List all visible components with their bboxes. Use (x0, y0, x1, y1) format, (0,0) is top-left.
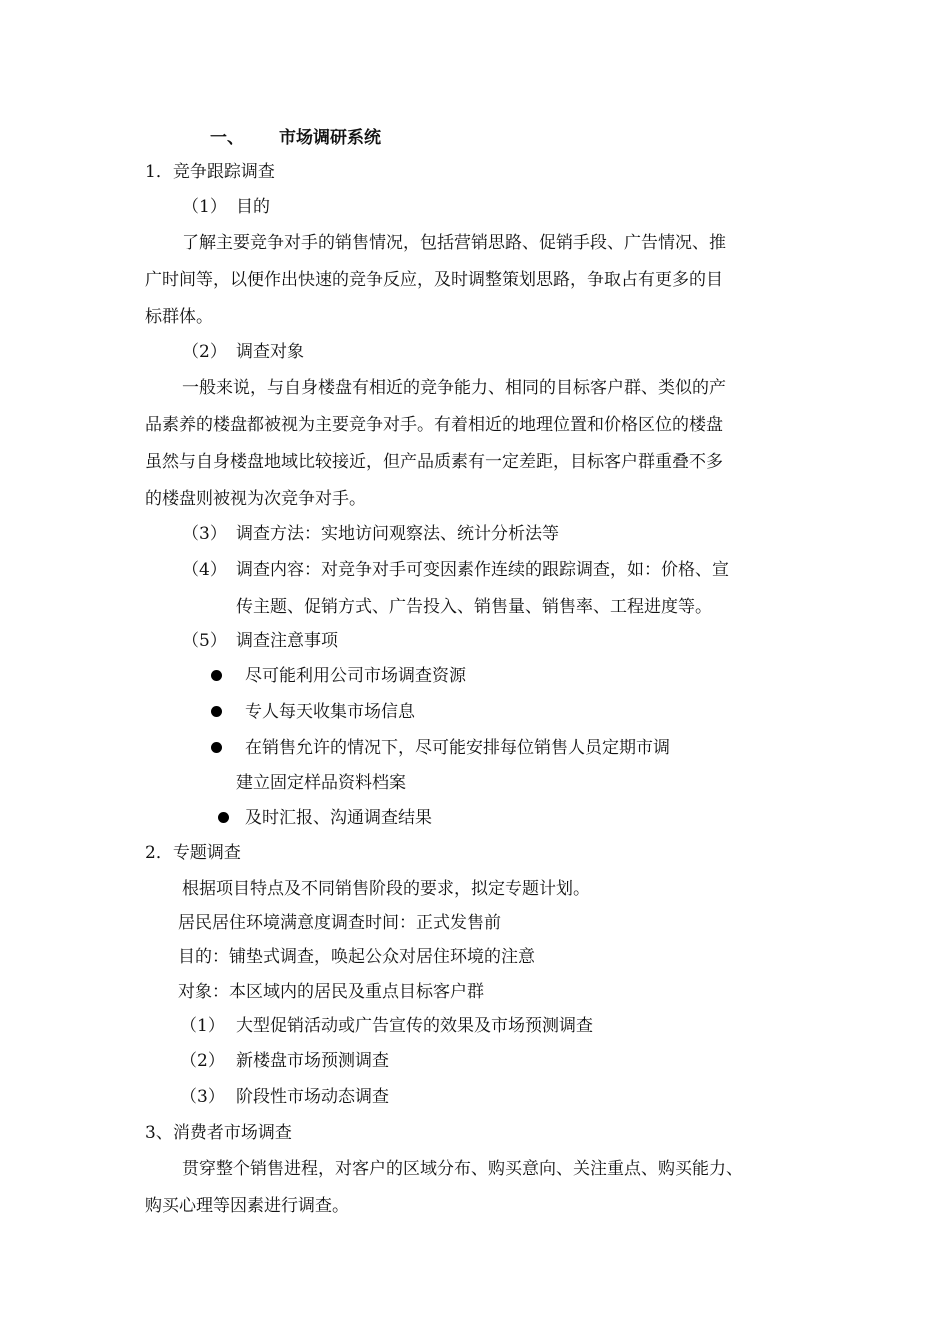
part2-text-line: 居民居住环境满意度调查时间：正式发售前 (178, 913, 501, 933)
part3-text-line: 贯穿整个销售进程，对客户的区域分布、购买意向、关注重点、购买能力、 (182, 1159, 743, 1179)
part2-item-text: 阶段性市场动态调查 (236, 1087, 389, 1107)
bullet-item: 在销售允许的情况下，尽可能安排每位销售人员定期市调 (245, 738, 670, 758)
item2-title: 调查对象 (236, 342, 304, 362)
item2-text-line: 品素养的楼盘都被视为主要竞争对手。有着相近的地理位置和价格区位的楼盘 (145, 415, 723, 435)
bullet-item: 专人每天收集市场信息 (245, 702, 415, 722)
part3-text-line: 购买心理等因素进行调查。 (145, 1196, 349, 1216)
section-number: 一、 (210, 128, 244, 148)
item4-text-line: 传主题、促销方式、广告投入、销售量、销售率、工程进度等。 (236, 597, 712, 617)
item1-text-line: 广时间等，以便作出快速的竞争反应，及时调整策划思路，争取占有更多的目 (145, 270, 723, 290)
section-title: 市场调研系统 (279, 128, 381, 148)
item1-text-line: 标群体。 (145, 307, 213, 327)
part3-heading: 3、消费者市场调查 (145, 1123, 292, 1143)
item1-label: （1） (182, 197, 227, 217)
item1-title: 目的 (236, 197, 270, 217)
item3-label: （3） (182, 524, 227, 544)
item2-text-line: 一般来说，与自身楼盘有相近的竞争能力、相同的目标客户群、类似的产 (182, 378, 726, 398)
part2-item-label: （1） (180, 1016, 225, 1036)
part2-item-label: （3） (180, 1087, 225, 1107)
item5-title: 调查注意事项 (236, 631, 338, 651)
bullet-dot (211, 706, 222, 717)
part2-text-line: 目的：铺垫式调查，唤起公众对居住环境的注意 (178, 947, 535, 967)
item2-label: （2） (182, 342, 227, 362)
part2-item-text: 新楼盘市场预测调查 (236, 1051, 389, 1071)
part2-item-text: 大型促销活动或广告宣传的效果及市场预测调查 (236, 1016, 593, 1036)
item2-text-line: 虽然与自身楼盘地域比较接近，但产品质素有一定差距，目标客户群重叠不多 (145, 452, 723, 472)
item4-text-line: 调查内容：对竞争对手可变因素作连续的跟踪调查，如：价格、宣 (236, 560, 729, 580)
part2-heading: 2．专题调查 (145, 843, 241, 863)
bullet-item: 尽可能利用公司市场调查资源 (245, 666, 466, 686)
item5-label: （5） (182, 631, 227, 651)
part2-text-line: 对象：本区域内的居民及重点目标客户群 (178, 982, 484, 1002)
part2-item-label: （2） (180, 1051, 225, 1071)
bullet-item: 及时汇报、沟通调查结果 (245, 808, 432, 828)
bullet-dot (218, 812, 229, 823)
bullet-dot (211, 670, 222, 681)
bullet-dot (211, 742, 222, 753)
item4-label: （4） (182, 560, 227, 580)
item1-text-line: 了解主要竞争对手的销售情况，包括营销思路、促销手段、广告情况、推 (182, 233, 726, 253)
part2-text-line: 根据项目特点及不同销售阶段的要求，拟定专题计划。 (182, 879, 590, 899)
part1-heading: 1．竞争跟踪调查 (145, 162, 275, 182)
item3-title: 调查方法：实地访问观察法、统计分析法等 (236, 524, 559, 544)
item2-text-line: 的楼盘则被视为次竞争对手。 (145, 489, 366, 509)
bullet-item-continued: 建立固定样品资料档案 (236, 773, 406, 793)
